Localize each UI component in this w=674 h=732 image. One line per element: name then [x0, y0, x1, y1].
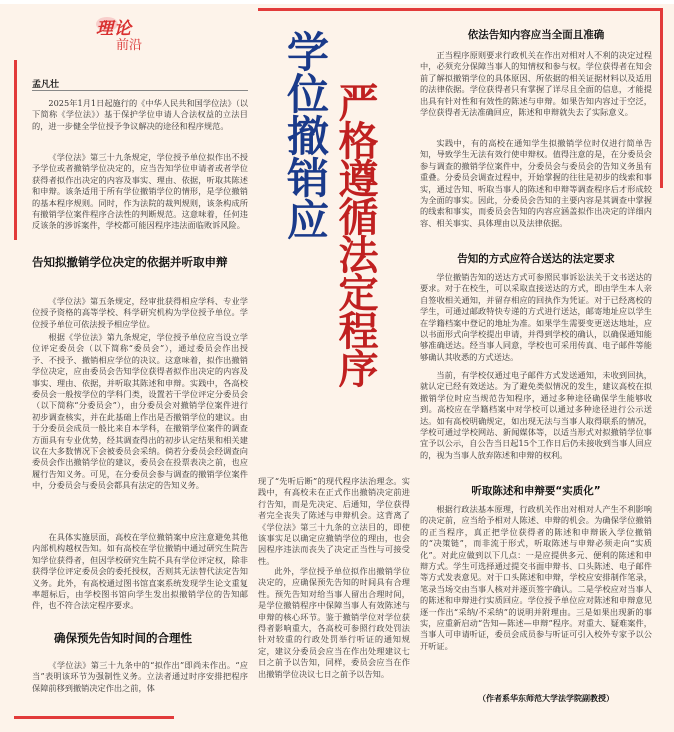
page-top-strip — [0, 0, 674, 4]
logo-left-text: 理论 — [96, 19, 132, 39]
left-paragraph-6: 《学位法》第三十九条中的“拟作出”即尚未作出。“应当”表明该环节为强制性义务。立法者通过时序安排把程序保障前移到撤销决定作出之前，体 — [32, 660, 248, 693]
right-heading-1: 依法告知内容应当全面且准确 — [467, 29, 605, 41]
left-heading-2: 确保预先告知时间的合理性 — [54, 631, 192, 645]
left-heading-1: 告知拟撤销学位决定的依据并听取申辩 — [32, 255, 228, 269]
author-byline: 孟凡壮 — [32, 80, 60, 90]
right-paragraph-2: 实践中，有的高校在通知学生拟撤销学位时仅进行简单告知，导致学生无法有效行使申辩权。值得注意的是，在分委员会参与调查的撤销学位案件中，分委员会与委员会的告知义务虽有重叠。分委员会调查过程中，开始掌握的往往是初步的线索和事实，通过告知、听取当事人的陈述和申辩等调查程序后才形成较为全面的事实。因此，分委员会告知的主要内容是其调查中掌握的线索和事实，而委员会告知的内容应涵盖拟作出决定的详细内容、相关事实、具体理由以及法律依据。 — [420, 138, 652, 228]
byline-divider — [32, 90, 248, 91]
left-paragraph-5: 在具体实施层面，高校在学位撤销案中应注意避免其他内部机构越权告知。如有高校在学位撤销中通过研究生院告知学位获得者，但因学校研究生院不具有学位评定权，除非获得学位评定委员会的委托授权，否则其无法替代法定告知义务。此外，有高校通过图书馆直案系统发现学生论文重复率超标后，由学校图书馆向学生发出拟撤销学位的告知邮件，也不符合法定程序要求。 — [32, 532, 248, 611]
left-paragraph-1: 2025年1月1日起施行的《中华人民共和国学位法》（以下简称《学位法》）基于保护学位申请人合法权益的立法目的，进一步健全学位授予争议解决的途径和程序规范。 — [32, 98, 248, 131]
red-frame-bottom — [14, 716, 174, 719]
column-logo — [96, 14, 160, 54]
headline — [272, 22, 392, 522]
left-paragraph-2: 《学位法》第三十九条规定，学位授予单位拟作出不授予学位或者撤销学位决定的，应当告知学位申请者或者学位获得者拟作出决定的内容及事实、理由、依据，听取其陈述和申辩。该条适用于所有学位撤销学位的情形，是学位撤销的基本程序规则。同时，作为法院的裁判规则，该条构成所有撤销学位案件程序合法性的判断规范。这意味着，任何违反该条的涉诉案件，学校都可能因程序违法面临败诉风险。 — [32, 152, 248, 231]
right-paragraph-1: 正当程序原则要求行政机关在作出对相对人不利的决定过程中，必须充分保障当事人的知情权和参与权。学位获得者在知会前了解拟撤销学位的具体原因、所依据的相关证据材料以及适用的法律依据。学位获得者只有掌握了详尽且全面的信息，才能提出具有针对性和有效性的陈述与申辩。如果告知内容过于空泛，学位获得者无法准确回应，陈述和申辩就失去了实际意义。 — [420, 50, 652, 118]
right-heading-3: 听取陈述和申辩要“实质化” — [471, 485, 601, 497]
left-paragraph-4: 根据《学位法》第九条规定，学位授予单位应当设立学位评定委员会（以下简称“委员会”），通过委员会作出授予、不授予、撤销相应学位的决议。这意味着，拟作出撤销学位决定，应由委员会告知学位获得者拟作出决定的内容及事实、理由、依据，并听取其陈述和申辩。实践中，各高校委员会一般按学位的学科门类，设置若干学位评定分委员会（以下简称“分委员会”），由分委员会对撤销学位案件进行初步调查核实，并在此基础上作出是否撤销学位的建议。由于分委员会成员一般比来自本学科，在撤销学位案件的调查方面具有专业优势，经其调查得出的初步认定结果和相关建议在大多数情况下会被委员会采纳。倘若分委员会经调查向委员会作出撤销学位的建议，委员会在投票表决之前，也应履行告知义务。可见，在分委员会参与调查的撤销学位案件中，分委员会与委员会都具有法定的告知义务。 — [32, 332, 248, 491]
headline-col-1: 学位撤销应 — [281, 30, 330, 240]
red-frame-right — [660, 8, 663, 188]
author-affiliation: （作者系华东师范大学法学院副教授） — [478, 694, 614, 703]
headline-col-2: 严格遵循法定程序 — [332, 82, 378, 386]
red-frame-top — [258, 8, 662, 11]
red-frame-left — [14, 60, 17, 240]
right-paragraph-4: 当前，有学校仅通过电子邮件方式发送通知，未收到回执，就认定已经有效送达。为了避免类似情况的发生，建议高校在拟撤销学位时应当规范告知程序，通过多种途径确保学生能够收到。高校应在学籍档案中对学校可以通过多种途径进行公示送达。如有高校明确规定，如出现无法与当事人取得联系的情况，学校可通过学校网站、新闻媒体等，以适当形式对拟撤销学位事宜予以公示，自公告当日起15个工作日后仍未接收到当事人回应的，视为当事人放弃陈述和申辩的权利。 — [420, 370, 652, 460]
middle-paragraph-2: 此外，学位授予单位拟作出撤销学位决定的，应确保预先告知的时间具有合理性。预先告知对给当事人留出合理时间，是学位撤销程序中保障当事人有效陈述与申辩的核心环节。鉴于撤销学位对学位获得者影响重大，各高校可参照行政处罚法针对较重的行政处罚举行听证的通知规定，建议分委员会应当在作出处理建议七日之前予以告知，同样，委员会应当在作出撤销学位决议七日之前予以告知。 — [258, 566, 410, 679]
logo-right-text: 前沿 — [116, 38, 143, 53]
left-paragraph-3: 《学位法》第五条规定，经审批获得相应学科、专业学位授予资格的高等学校、科学研究机构为学位授予单位。学位授予单位可依法授予相应学位。 — [32, 296, 248, 329]
right-paragraph-3: 学位撤销告知的送达方式可参照民事诉讼法关于文书送达的要求。对于在校生，可以采取直接送达的方式，即由学生本人亲自签收相关通知，并留存相应的回执作为凭证。对于已经离校的学生，可通过邮政特快专递的方式进行送达，邮寄地址应以学生在学籍档案中登记的地址为准。如果学生需要变更送达地址，应以书面形式向学校提出申请，并得到学校的确认，以确保通知能够准确送达。经当事人同意，学校也可采用传真、电子邮件等能够确认其收悉的方式送达。 — [420, 272, 652, 362]
right-heading-2: 告知的方式应符合送达的法定要求 — [457, 253, 615, 265]
right-paragraph-5: 根据行政法基本原理，行政机关作出对相对人产生不利影响的决定前，应当给予相对人陈述、申辩的机会。为确保学位撤销的正当程序，真正把学位获得者的陈述和申辩嵌入学位撤销的“决策链”，而非流于形式，听取陈述与申辩必须走向“实质化”。对此应做到以下几点：一是应提供多元、便利的陈述和申辩方式。学生可选择通过提交书面申辩书、口头陈述、电子邮件等方式发表意见。对于口头陈述和申辩，学校应安排制作笔录，笔录当场交由当事人核对并逐页签字确认。二是学校应对当事人的陈述和申辩进行实质回应。学位授予单位应对陈述和申辩意见逐一作出“采纳/不采纳”的说明并附理由。三是如果出现新的事实，应重新启动“告知—陈述—申辩”程序。对重大、疑难案件，当事人可申请听证，委员会成员参与听证可引入校外专家予以公开听证。 — [420, 504, 652, 651]
middle-paragraph-1: 现了“先听后断”的现代程序法治理念。实践中，有高校未在正式作出撤销决定前进行告知，而是先决定、后通知，学位获得者完全丧失了陈述与申辩机会。这背离了《学位法》第三十九条的立法目的，即使该事实足以确定应撤销学位的理由，也会因程序违法而丧失了决定正当性与可接受性。 — [258, 476, 410, 566]
